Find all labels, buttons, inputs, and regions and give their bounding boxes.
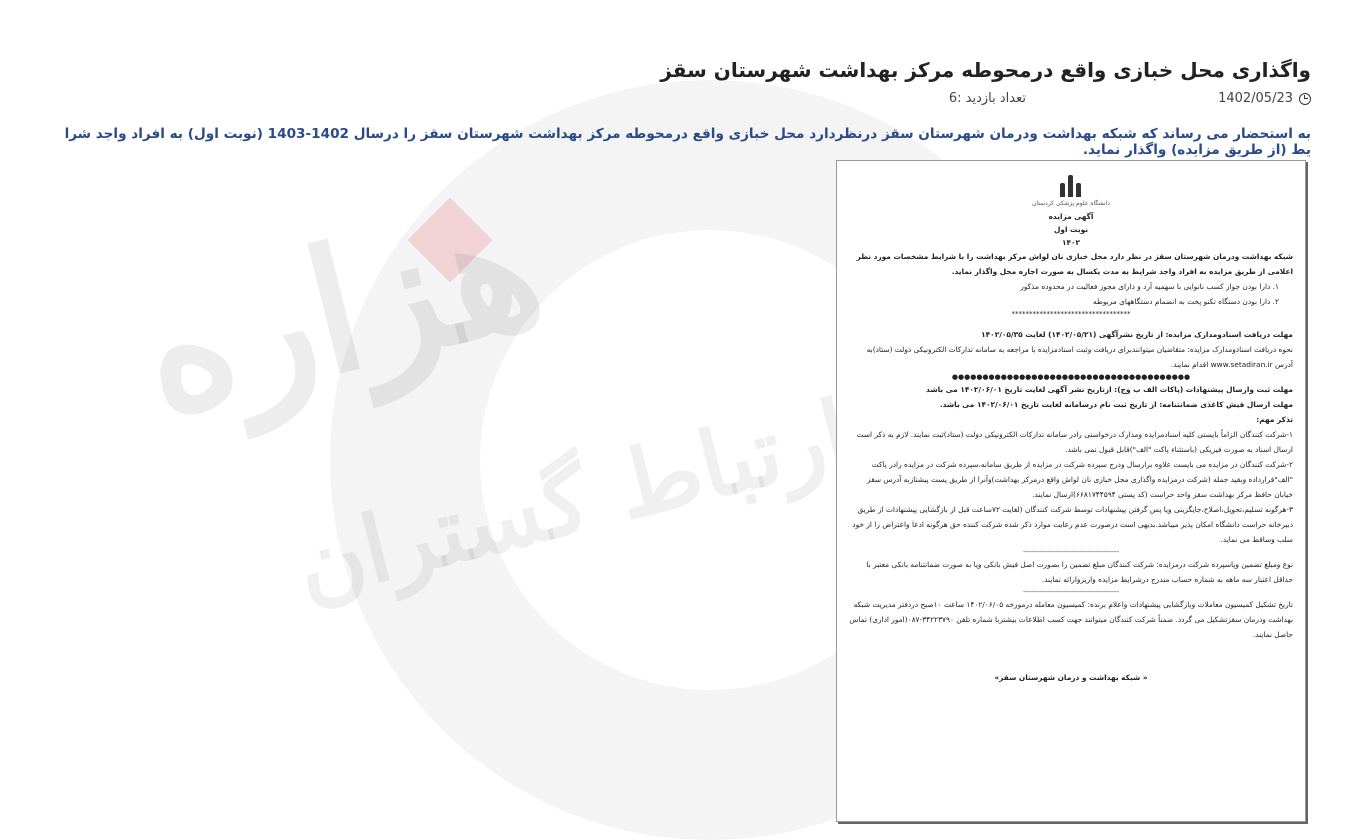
doc-note-title: تذکر مهم: — [1256, 415, 1293, 424]
tender-document-image[interactable] — [836, 160, 1306, 822]
watermark-diamond — [408, 198, 493, 283]
intro-text: به استحضار می رساند که شبکه بهداشت ودرمان شهرستان سقز درنظردارد محل خبازی واقع درمحوطه مرکز بهداشت شهرستان سقز را درسال 1402-1403 (نوبت اول) به افراد واجد شرا یط (از طریق مزایده) واگذار نماید. — [64, 126, 1311, 158]
doc-commission: تاریخ تشکیل کمیسیون معاملات وبازگشایی پیشنهادات واعلام برنده: کمیسیون معامله درمورخه ۱۴۰۲/۰۶/۰۵ ساعت ۱۰صبح دردفتر مدیریت شبکه بهداشت ودرمان سقزتشکیل می گردد. ضمناً شرکت کنندگان میتوانند جهت کسب اطلاعات بیشتربا شماره تلفن ۳۴۲۲۳۷۹۰-۰۸۷(امور اداری) تماس حاصل نمایند. — [849, 600, 1293, 639]
doc-signature: « شبکه بهداشت و درمان شهرستان سقز» — [994, 673, 1148, 682]
doc-separator: ------------------------------------ — [1022, 547, 1119, 556]
doc-paragraph: شبکه بهداشت ودرمان شهرستان سقز در نظر دارد محل خبازی نان لواش مرکز بهداشت را با شرایط مشخصات مورد نظر اعلامی از طریق مزایده به افراد واجد شرایط به مدت یکسال به صورت اجاره محل واگذار نماید. — [856, 252, 1293, 276]
doc-deadline: مهلت ارسال فیش کاغذی ضمانتنامه: از تاریخ ثبت نام درسامانه لغایت تاریخ ۱۴۰۲/۰۶/۰۱ می باشد. — [939, 400, 1293, 409]
clock-icon — [1299, 93, 1311, 105]
doc-text: نحوه دریافت اسنادومدارک مزایده: متقاضیان میتوانندبرای دریافت وثبت اسنادمزایده با مراجعه به سامانه تدارکات الکترونیکی دولت (ستاد)به آدرس www.setadiran.ir اقدام نمایند. — [866, 345, 1293, 369]
doc-heading: آگهی مزایده — [1048, 212, 1094, 221]
date-text: 1402/05/23 — [1218, 91, 1293, 106]
doc-deadline: مهلت دریافت اسنادومدارک مزایده: از تاریخ نشرآگهی (۱۴۰۲/۰۵/۲۱) لغایت ۱۴۰۲/۰۵/۳۵ — [981, 330, 1293, 339]
doc-org: دانشگاه علوم پزشکی کردستان — [1032, 200, 1110, 207]
page-title: واگذاری محل خبازی واقع درمحوطه مرکز بهداشت شهرستان سقز — [660, 58, 1311, 82]
doc-separator: ●●●●●●●●●●●●●●●●●●●●●●●●●●●●●●●●●●●●●●● — [951, 373, 1191, 381]
doc-condition: ۱. دارا بودن جواز کسب نانوایی با سهمیه آرد و دارای مجوز فعالیت در محدوده مذکور — [1020, 282, 1279, 291]
doc-note: ۲-شرکت کنندگان در مزایده می بایست علاوه برارسال ودرج سپرده شرکت در مزایده از طریق سامانه،سپرده شرکت در مزایده رادر پاکت "الف"قرارداده وبقید جمله (شرکت درمزایده واگذاری محل خبازی نان لواش واقع درمرکز بهداشت)وآنرا از طریق پست پیشتازبه آدرس سقز خیابان حافظ مرکز بهداشت سقز واحد حراست (کد پستی ۶۶۸۱۷۴۴۵۹۴)ارسال نمایند. — [867, 460, 1293, 499]
doc-year: ۱۴۰۲ — [1061, 238, 1081, 247]
doc-condition: ۲. دارا بودن دستگاه تکنو پخت به انضمام دستگاههای مربوطه — [1092, 297, 1279, 306]
doc-guarantee: نوع ومبلغ تضمین وپاسپرده شرکت درمزایده: شرکت کنندگان مبلغ تضمین را بصورت اصل فیش بانکی ویا به صورت ضمانتنامه بانکی معتبر با حداقل اعتبار سه ماهه به شماره حساب مندرج درشرایط مزایده واریزوارائه نمایند. — [866, 560, 1293, 584]
news-header — [311, 55, 1311, 111]
doc-note: ۱-شرکت کنندگان الزاماً بایستی کلیه اسنادمزایده ومدارک درخواستی رادر سامانه تدارکات الکترونیکی دولت (ستاد)ثبت نمایند. لازم به ذکر است ارسال اسناد به صورت فیزیکی (باستثناء پاکت "الف")قابل قبول نمی باشد. — [856, 430, 1293, 454]
doc-separator: ------------------------------------ — [1022, 587, 1119, 596]
watermark-subtext: ارتباط گستران — [285, 379, 861, 621]
visit-count: تعداد بازدید :6 — [948, 91, 1026, 106]
doc-note: ۳-هرگونه تسلیم،تحویل،اصلاح،جایگزینی ویا پس گرفتن پیشنهادات توسط شرکت کنندگان (لغایت ۷۲ساعت قبل از بازگشایی پیشنهادات از طریق دبیرخانه حراست دانشگاه امکان پذیر میباشد.بدیهی است درصورت عدم رعایت موارد ذکر شده شرکت کننده حق هرگونه ادعا واعتراض را از خود سلب وساقط می نماید. — [852, 505, 1293, 544]
doc-round: نوبت اول — [1053, 225, 1089, 234]
university-logo — [1056, 175, 1086, 197]
watermark-text: هزاره — [121, 164, 561, 456]
publish-date — [1218, 91, 1311, 106]
doc-deadline: مهلت ثبت وارسال پیشنهادات (پاکات الف ب وج): ازتاریخ نشر آگهی لغایت تاریخ ۱۴۰۲/۰۶/۰۱ می باشد — [926, 385, 1293, 394]
doc-separator: ********************************** — [1011, 310, 1131, 318]
meta-row — [311, 91, 1311, 111]
